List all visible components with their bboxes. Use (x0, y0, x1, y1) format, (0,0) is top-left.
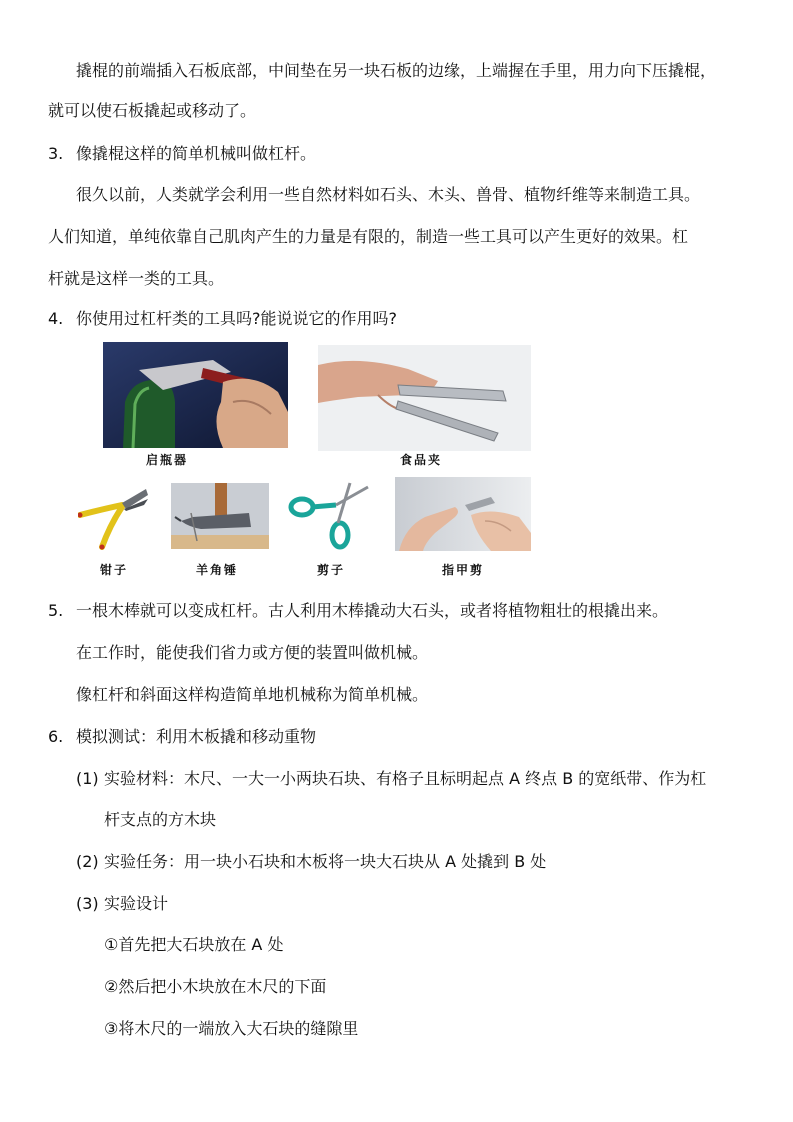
claw-hammer-photo (171, 483, 269, 549)
list-item-text: 一根木棒就可以变成杠杆。古人利用木棒撬动大石头，或者将植物粗壮的根撬出来。 (76, 601, 669, 620)
step-item: ③将木尺的一端放入大石块的缝隙里 (104, 1019, 359, 1038)
caption-nail-clipper: 指甲剪 (442, 563, 485, 577)
list-number: 5. (48, 601, 64, 620)
list-item-text: 模拟测试：利用木板撬和移动重物 (76, 727, 317, 746)
paragraph-line: 人们知道，单纯依靠自己肌肉产生的力量是有限的，制造一些工具可以产生更好的效果。杠 (48, 227, 689, 246)
step-item: ①首先把大石块放在 A 处 (104, 935, 284, 954)
list-number: 6. (48, 727, 64, 746)
sub-item-text: 实验材料：木尺、一大一小两块石块、有格子且标明起点 A 终点 B 的宽纸带、作为杠 (104, 769, 707, 788)
sub-item-number: (3) (76, 894, 99, 913)
list-number: 4. (48, 309, 64, 328)
caption-scissors: 剪子 (317, 563, 346, 577)
caption-bottle-opener: 启瓶器 (146, 453, 189, 467)
food-tongs-photo (318, 345, 531, 451)
caption-food-tongs: 食品夹 (400, 453, 443, 467)
list-item-text: 你使用过杠杆类的工具吗?能说说它的作用吗? (76, 309, 397, 328)
caption-pliers: 钳子 (100, 563, 129, 577)
step-item: ②然后把小木块放在木尺的下面 (104, 977, 327, 996)
paragraph-line: 像杠杆和斜面这样构造简单地机械称为简单机械。 (76, 685, 429, 704)
pliers-photo (78, 485, 153, 551)
sub-item-text: 实验任务：用一块小石块和木板将一块大石块从 A 处撬到 B 处 (104, 852, 547, 871)
bottle-opener-photo (103, 342, 288, 448)
scissors-photo (288, 479, 370, 551)
sub-item-number: (2) (76, 852, 99, 871)
list-item-text: 像撬棍这样的简单机械叫做杠杆。 (76, 144, 317, 163)
paragraph-line: 撬棍的前端插入石板底部，中间垫在另一块石板的边缘，上端握在手里，用力向下压撬棍， (76, 61, 717, 80)
paragraph-line: 在工作时，能使我们省力或方便的装置叫做机械。 (76, 643, 429, 662)
caption-claw-hammer: 羊角锤 (196, 563, 239, 577)
sub-item-number: (1) (76, 769, 99, 788)
sub-item-text: 实验设计 (104, 894, 169, 913)
paragraph-line: 杆就是这样一类的工具。 (48, 269, 225, 288)
nail-clipper-photo (395, 477, 531, 551)
sub-item-text: 杆支点的方木块 (104, 810, 217, 829)
paragraph-line: 很久以前，人类就学会利用一些自然材料如石头、木头、兽骨、植物纤维等来制造工具。 (76, 185, 701, 204)
paragraph-line: 就可以使石板撬起或移动了。 (48, 101, 257, 120)
list-number: 3. (48, 144, 64, 163)
